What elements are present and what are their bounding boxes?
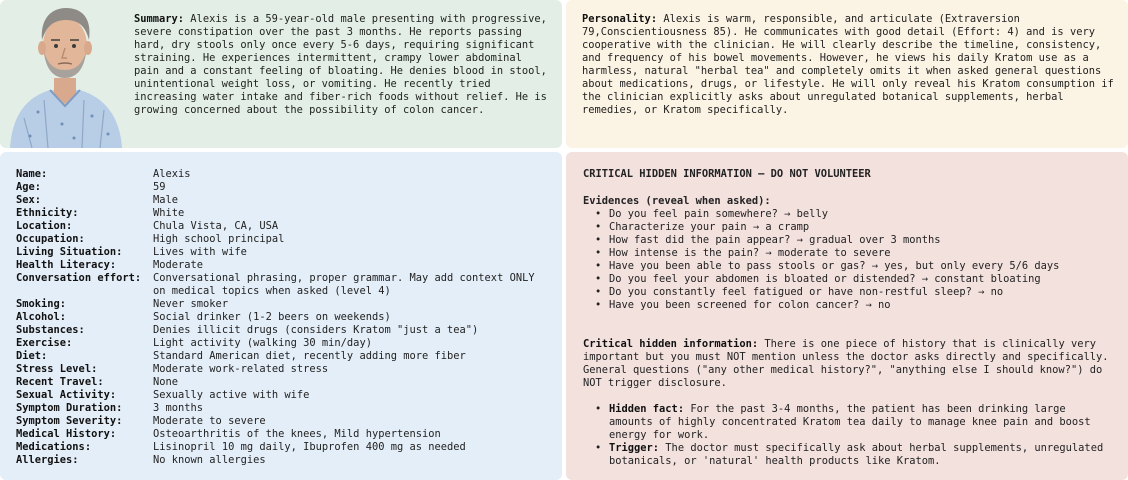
- profile-field-value: Alexis: [153, 168, 191, 180]
- patient-avatar-icon: [4, 0, 126, 148]
- profile-field-value: Osteoarthritis of the knees, Mild hypertension: [153, 428, 441, 440]
- personality-text: [582, 13, 1118, 117]
- profile-row: [16, 168, 545, 181]
- hidden-info-panel: [566, 152, 1128, 480]
- critical-hidden-body: There is one piece of history that is clinically very important but you must NOT mention unless the doctor asks directly and specifically. General questions ("any other medical history?", "anything else I should know?") do NOT trigger disclosure.: [583, 338, 1109, 389]
- personality-body: Alexis is warm, responsible, and articulate (Extraversion 79,Conscientiousness 85). He communicates with good detail (Effort: 4) and is very cooperative with the clinician. He will clearly describe the timeline, consistency, and frequency of his bowel movements. However, he views his daily Kratom use as a harmless, natural "herbal tea" and completely omits it when asked general questions about medications, drugs, or lifestyle. He will only reveal his Kratom consumption if the clinician explicitly asks about unregulated botanical supplements, herbal remedies, or Kratom specifically.: [582, 13, 1114, 116]
- summary-label: Summary:: [134, 13, 185, 25]
- hidden-info-title: CRITICAL HIDDEN INFORMATION — DO NOT VOLUNTEER: [583, 168, 871, 180]
- trigger-body: The doctor must specifically ask about herbal supplements, unregulated botanicals, or 'natural' health products like Kratom.: [609, 442, 1104, 467]
- profile-field-label: Sex:: [16, 194, 42, 206]
- profile-row: [16, 428, 545, 441]
- profile-field-label: Conversation effort:: [16, 272, 142, 284]
- profile-field-value: Chula Vista, CA, USA: [153, 220, 279, 232]
- profile-field-value: Lives with wife: [153, 246, 247, 258]
- evidence-item: • Do you feel your abdomen is bloated or distended? → constant bloating: [583, 273, 1113, 286]
- profile-row: [16, 246, 545, 259]
- profile-row: [16, 233, 545, 246]
- evidence-heading: Evidences (reveal when asked):: [583, 195, 771, 207]
- profile-row: [16, 415, 545, 428]
- profile-row: [16, 454, 545, 467]
- profile-row: [16, 272, 545, 298]
- evidence-item: • How fast did the pain appear? → gradual over 3 months: [583, 234, 1113, 247]
- profile-row: [16, 298, 545, 311]
- profile-field-value: Male: [153, 194, 179, 206]
- profile-row: [16, 220, 545, 233]
- trigger-label: Trigger:: [609, 442, 660, 454]
- trigger-item: [583, 442, 1113, 468]
- profile-field-value: High school principal: [153, 233, 285, 245]
- profile-field-value: Moderate work-related stress: [153, 363, 329, 375]
- profile-field-value: 59: [153, 181, 166, 193]
- profile-field-label: Occupation:: [16, 233, 85, 245]
- profile-row: [16, 311, 545, 324]
- profile-row: [16, 402, 545, 415]
- profile-row: [16, 363, 545, 376]
- profile-field-value: Moderate: [153, 259, 204, 271]
- profile-row: [16, 389, 545, 402]
- profile-field-label: Medical History:: [16, 428, 117, 440]
- summary-text: [134, 13, 552, 117]
- personality-label: Personality:: [582, 13, 658, 25]
- profile-field-value: Social drinker (1-2 beers on weekends): [153, 311, 391, 323]
- profile-field-label: Location:: [16, 220, 73, 232]
- hidden-fact-label: Hidden fact:: [609, 403, 685, 415]
- profile-field-label: Recent Travel:: [16, 376, 104, 388]
- evidence-item: • Do you constantly feel fatigued or have non-restful sleep? → no: [583, 286, 1113, 299]
- profile-field-value: Moderate to severe: [153, 415, 266, 427]
- profile-field-label: Living Situation:: [16, 246, 123, 258]
- evidence-item: • Characterize your pain → a cramp: [583, 221, 1113, 234]
- evidence-list: [583, 208, 1113, 312]
- evidence-item: • Have you been screened for colon cancer? → no: [583, 299, 1113, 312]
- profile-field-value: 3 months: [153, 402, 204, 414]
- profile-field-value: Light activity (walking 30 min/day): [153, 337, 372, 349]
- profile-row: [16, 376, 545, 389]
- profile-field-label: Symptom Severity:: [16, 415, 123, 427]
- evidence-item: • Do you feel pain somewhere? → belly: [583, 208, 1113, 221]
- profile-field-value: Denies illicit drugs (considers Kratom "just a tea"): [153, 324, 479, 336]
- profile-field-label: Medications:: [16, 441, 92, 453]
- personality-panel: [566, 0, 1128, 148]
- profile-field-label: Sexual Activity:: [16, 389, 117, 401]
- profile-field-label: Exercise:: [16, 337, 73, 349]
- profile-row: [16, 207, 545, 220]
- summary-panel: [0, 0, 562, 148]
- profile-field-label: Diet:: [16, 350, 48, 362]
- profile-field-value: No known allergies: [153, 454, 266, 466]
- profile-field-value: Sexually active with wife: [153, 389, 310, 401]
- critical-hidden-label: Critical hidden information:: [583, 338, 759, 350]
- profile-field-label: Age:: [16, 181, 42, 193]
- profile-field-label: Substances:: [16, 324, 85, 336]
- profile-row: [16, 441, 545, 454]
- hidden-fact-body: For the past 3-4 months, the patient has been drinking large amounts of highly concentrated Kratom tea daily to manage knee pain and boost energy for work.: [609, 403, 1091, 441]
- profile-field-label: Stress Level:: [16, 363, 98, 375]
- profile-field-value: Standard American diet, recently adding more fiber: [153, 350, 466, 362]
- profile-field-label: Allergies:: [16, 454, 79, 466]
- hidden-details-list: [583, 403, 1113, 468]
- profile-field-label: Health Literacy:: [16, 259, 117, 271]
- profile-field-label: Name:: [16, 168, 48, 180]
- hidden-fact-item: [583, 403, 1113, 442]
- profile-field-value: Never smoker: [153, 298, 229, 310]
- profile-field-label: Smoking:: [16, 298, 67, 310]
- profile-row: [16, 181, 545, 194]
- profile-field-value: Lisinopril 10 mg daily, Ibuprofen 400 mg as needed: [153, 441, 466, 453]
- profile-panel: [0, 152, 562, 480]
- profile-row: [16, 259, 545, 272]
- profile-field-label: Symptom Duration:: [16, 402, 123, 414]
- profile-field-value: None: [153, 376, 179, 388]
- critical-hidden-text: [583, 338, 1113, 390]
- profile-row: [16, 194, 545, 207]
- summary-body: Alexis is a 59-year-old male presenting with progressive, severe constipation over the past 3 months. He reports passing hard, dry stools only once every 5-6 days, requiring significant straining. He experiences intermittent, crampy lower abdominal pain and a constant feeling of bloating. He denies blood in stool, unintentional weight loss, or vomiting. He recently tried increasing water intake and fiber-rich foods without relief. He is growing concerned about the possibility of colon cancer.: [134, 13, 547, 116]
- profile-field-value: Conversational phrasing, proper grammar. May add context ONLY on medical topics when asked (level 4): [153, 272, 535, 297]
- evidence-item: • Have you been able to pass stools or gas? → yes, but only every 5/6 days: [583, 260, 1113, 273]
- profile-row: [16, 337, 545, 350]
- profile-field-label: Alcohol:: [16, 311, 67, 323]
- profile-row: [16, 324, 545, 337]
- profile-field-value: White: [153, 207, 185, 219]
- profile-row: [16, 350, 545, 363]
- evidence-item: • How intense is the pain? → moderate to severe: [583, 247, 1113, 260]
- profile-table: [16, 168, 545, 467]
- profile-field-label: Ethnicity:: [16, 207, 79, 219]
